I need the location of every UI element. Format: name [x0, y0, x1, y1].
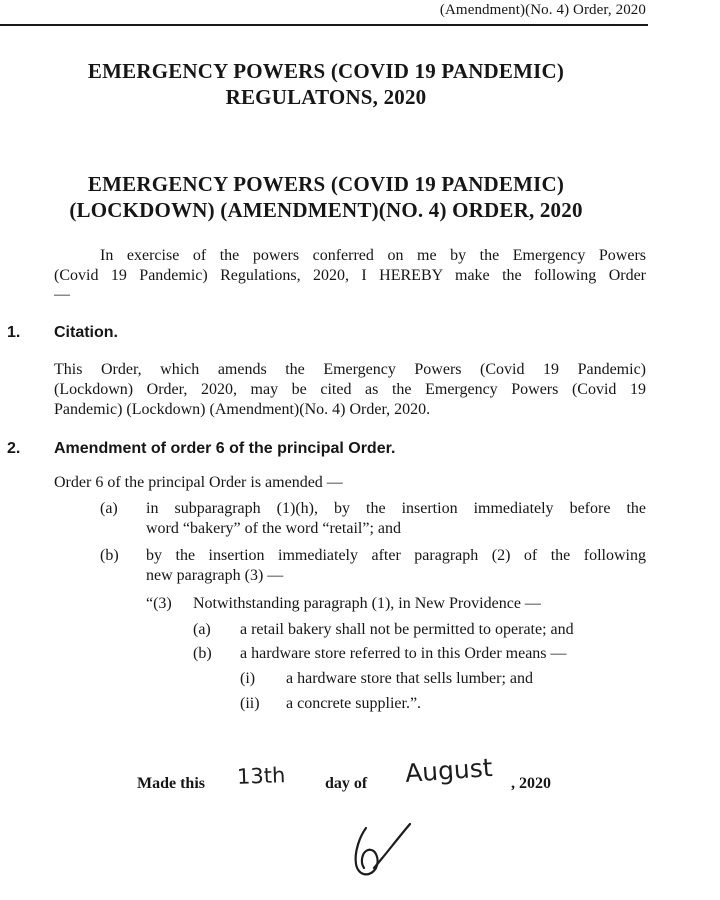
inserted-item-b-label: (b): [193, 645, 212, 662]
section-1-line1: This Order, which amends the Emergency Powers (Covid 19 Pandemic): [54, 361, 646, 378]
item-a-line2: word “bakery” of the word “retail”; and: [146, 520, 401, 537]
section-2-number: 2.: [7, 440, 21, 457]
inserted-item-a-text: a retail bakery shall not be permitted to operate; and: [240, 621, 574, 638]
header-rule: [0, 24, 648, 26]
day-of-label: day of: [325, 775, 368, 792]
made-this-label: Made this: [137, 775, 205, 792]
preamble-line3: —: [54, 286, 70, 303]
item-b-line2: new paragraph (3) —: [146, 567, 284, 584]
inserted-item-b-text: a hardware store referred to in this Order means —: [240, 645, 567, 662]
section-1-line3: Pandemic) (Lockdown) (Amendment)(No. 4) Order, 2020.: [54, 401, 431, 418]
section-2-heading: Amendment of order 6 of the principal Order.: [54, 440, 396, 457]
signature-mark: [330, 818, 420, 888]
subitem-ii-text: a concrete supplier.”.: [286, 695, 422, 712]
handwritten-day: 13th: [236, 763, 286, 789]
inserted-para-text: Notwithstanding paragraph (1), in New Providence —: [193, 595, 541, 612]
section-1-heading: Citation.: [54, 324, 118, 341]
year-label: , 2020: [511, 775, 551, 792]
section-1-number: 1.: [7, 324, 21, 341]
inserted-item-a-label: (a): [193, 621, 211, 638]
section-2-intro: Order 6 of the principal Order is amended —: [54, 474, 343, 491]
item-b-label: (b): [100, 547, 119, 564]
item-a-line1: in subparagraph (1)(h), by the insertion immediately before the: [146, 500, 646, 517]
order-title-line1: EMERGENCY POWERS (COVID 19 PANDEMIC): [87, 172, 565, 196]
subitem-i-label: (i): [240, 670, 256, 687]
inserted-para-label: “(3): [146, 595, 172, 612]
running-header: (Amendment)(No. 4) Order, 2020: [439, 2, 646, 18]
preamble-line2: (Covid 19 Pandemic) Regulations, 2020, I HEREBY make the following Order: [54, 267, 646, 284]
subitem-i-text: a hardware store that sells lumber; and: [286, 670, 534, 687]
order-title-line2: (LOCKDOWN) (AMENDMENT)(NO. 4) ORDER, 2020: [69, 198, 583, 222]
order-title: [30, 171, 622, 223]
section-1-line2: (Lockdown) Order, 2020, may be cited as the Emergency Powers (Covid 19: [54, 381, 646, 398]
handwritten-month: August: [404, 752, 494, 789]
item-a-label: (a): [100, 500, 118, 517]
preamble-line1: In exercise of the powers conferred on me by the Emergency Powers: [100, 247, 646, 264]
subitem-ii-label: (ii): [240, 695, 260, 712]
regulations-title: [30, 58, 622, 110]
regulations-title-line2: REGULATONS, 2020: [225, 85, 427, 109]
item-b-line1: by the insertion immediately after paragraph (2) of the following: [146, 547, 646, 564]
regulations-title-line1: EMERGENCY POWERS (COVID 19 PANDEMIC): [87, 59, 565, 83]
